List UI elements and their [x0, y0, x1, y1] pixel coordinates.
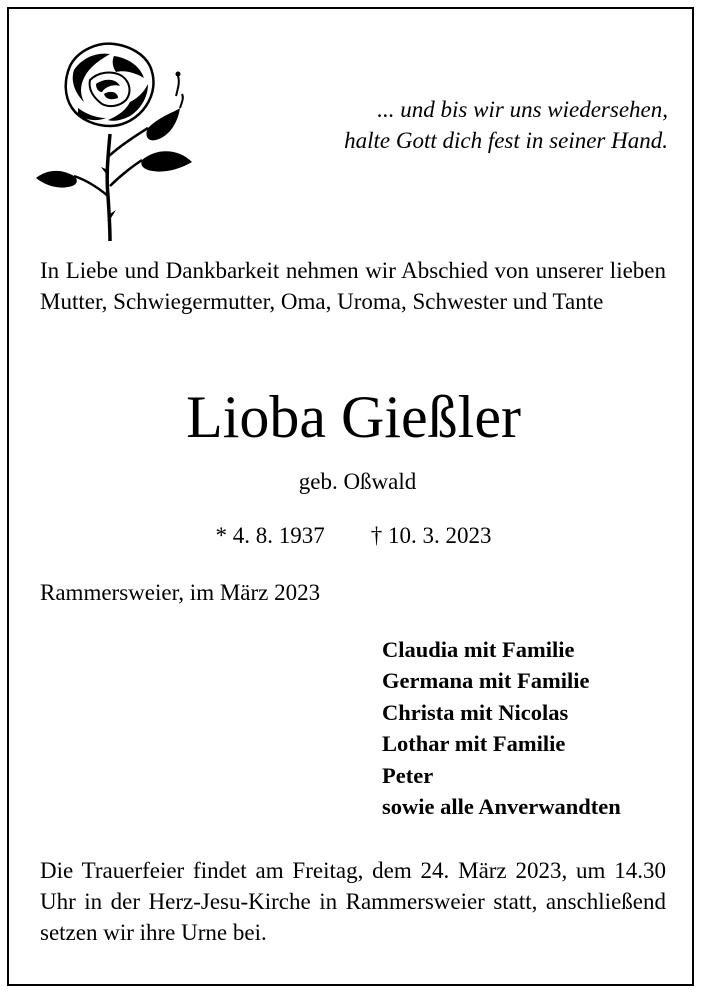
- mourner-item: Christa mit Nicolas: [382, 699, 569, 725]
- life-dates: [0, 521, 707, 551]
- rose-icon: [30, 36, 200, 251]
- quote-line-2: halte Gott dich fest in seiner Hand.: [344, 128, 668, 153]
- mourner-item: Claudia mit Familie: [382, 637, 575, 662]
- mourners-list: [382, 634, 621, 822]
- birth-name: geb. Oßwald: [298, 469, 417, 494]
- mourner-item: Peter: [382, 762, 434, 788]
- quote-line-1: ... und bis wir uns wiedersehen,: [377, 97, 668, 122]
- place-and-date: Rammersweier, im März 2023: [40, 580, 321, 605]
- death-date: † 10. 3. 2023: [370, 523, 492, 548]
- deceased-name: Lioba Gießler: [186, 384, 521, 450]
- ceremony-info: Die Trauerfeier findet am Freitag, dem 24. März 2023, um 14.30 Uhr in der Herz-Jesu-Kirche in Rammersweier statt, anschließend setzen wir ihre Urne bei.: [40, 858, 666, 945]
- intro-text: In Liebe und Dankbarkeit nehmen wir Abschied von unserer lieben Mutter, Schwiegermutter, Oma, Uroma, Schwester und Tante: [40, 258, 666, 314]
- mourner-item: Lothar mit Familie: [382, 731, 566, 757]
- mourner-item: sowie alle Anverwandten: [382, 794, 621, 820]
- mourner-item: Germana mit Familie: [382, 668, 590, 694]
- birth-date: * 4. 8. 1937: [215, 523, 325, 548]
- memorial-quote: [250, 94, 668, 156]
